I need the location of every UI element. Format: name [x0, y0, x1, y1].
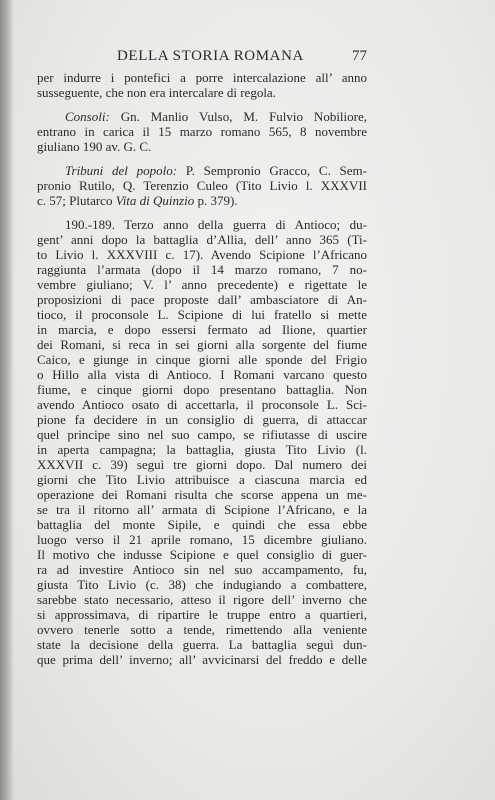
text-line: c. 57; Plutarco Vita di Quinzio p. 379). [37, 193, 238, 208]
paragraph-continuation [37, 70, 367, 100]
text-line: giusta Tito Livio (c. 38) che indugiando a combattere, [37, 577, 367, 592]
text-line: per indurre i pontefici a porre intercalazione all’ anno [37, 70, 367, 85]
text-line: tioco, il proconsole L. Scipione di lui fratello si mette [37, 307, 367, 322]
text-line: operazione dei Romani risulta che scorse appena un me- [37, 487, 367, 502]
text-line: vembre giuliano; V. l’ anno precedente) e rigettate le [37, 277, 367, 292]
text-line: proposizioni di pace proposte dall’ ambasciatore di An- [37, 292, 367, 307]
text-line: in marcia, e dopo essersi fermato ad Ilione, quartier [37, 322, 367, 337]
text-line: luogo verso il 21 aprile romano, 15 dicembre giuliano. [37, 532, 367, 547]
running-title: DELLA STORIA ROMANA [117, 48, 304, 64]
paragraph-tribuni [37, 163, 367, 208]
text-line: avendo Antioco osato di accettarla, il proconsole L. Sci- [37, 397, 367, 412]
page-number: 77 [352, 48, 367, 64]
text-line: raggiunta l’armata (dopo il 14 marzo romano, 7 no- [37, 262, 367, 277]
page-header [37, 48, 367, 70]
text-line: o Hillo alla vista di Antioco. I Romani varcano questo [37, 367, 367, 382]
text-line: giuliano 190 av. G. C. [37, 139, 152, 154]
text-line: fiume, e cinque giorni dopo presentano battaglia. Non [37, 382, 367, 397]
text-line: state la decisione della guerra. La battaglia seguì dun- [37, 637, 367, 652]
text-line: ovvero tenerle sotto a tende, rimettendo alla veniente [37, 622, 367, 637]
paragraph-consoli [37, 109, 367, 154]
text-line: Tribuni del popolo: P. Sempronio Gracco, C. Sem- [65, 163, 367, 178]
text-line: in aperta campagna; la battaglia, giusta Tito Livio (l. [37, 442, 367, 457]
text-line: entrano in carica il 15 marzo romano 565, 8 novembre [37, 124, 367, 139]
text-line: Il motivo che indusse Scipione e quel consiglio di guer- [37, 547, 367, 562]
text-line: gent’ anni dopo la battaglia d’Allia, dell’ anno 365 (Ti- [37, 232, 367, 247]
text-line: 190.-189. Terzo anno della guerra di Antioco; du- [65, 217, 367, 232]
text-line: quel principe sino nel suo campo, se rifiutasse di uscire [37, 427, 367, 442]
text-block [37, 48, 367, 676]
text-line: si approssimava, di ripartire le truppe entro a quartieri, [37, 607, 367, 622]
tribuni-label: Tribuni del popolo: [65, 163, 178, 178]
paragraph-anno-190-189 [37, 217, 367, 667]
text-line: dei Romani, si reca in sei giorni alla sorgente del fiume [37, 337, 367, 352]
text-line: que prima dell’ inverno; all’ avvicinarsi del freddo e delle [37, 652, 367, 667]
text-line: to Livio l. XXXVIII c. 17). Avendo Scipione l’Africano [37, 247, 367, 262]
text-line: pronio Rutilo, Q. Terenzio Culeo (Tito Livio l. XXXVII [37, 178, 367, 193]
italic-reference: Vita di Quinzio [115, 193, 195, 208]
text-line: susseguente, che non era intercalare di regola. [37, 85, 276, 100]
text-line: giorni che Tito Livio attribuisce a ciascuna marcia ed [37, 472, 367, 487]
text-line: se tra il ritorno all’ armata di Scipione l’Africano, e la [37, 502, 367, 517]
text-line: pione fa decidere in un consiglio di guerra, di attaccar [37, 412, 367, 427]
consoli-label: Consoli: [65, 109, 110, 124]
text-line: XXXVII c. 39) seguì tre giorni dopo. Dal numero dei [37, 457, 367, 472]
text-line: sarebbe stato necessario, atteso il rigore dell’ inverno che [37, 592, 367, 607]
text-line: Consoli: Gn. Manlio Vulso, M. Fulvio Nobiliore, [65, 109, 368, 124]
page-binding-shadow [0, 0, 14, 800]
text-line: ra ad investire Antioco sin nel suo accampamento, fu, [37, 562, 367, 577]
text-line: battaglia del monte Sipile, e quindi che essa ebbe [37, 517, 367, 532]
text-line: Caico, e giunge in cinque giorni alle sponde del Frigio [37, 352, 367, 367]
